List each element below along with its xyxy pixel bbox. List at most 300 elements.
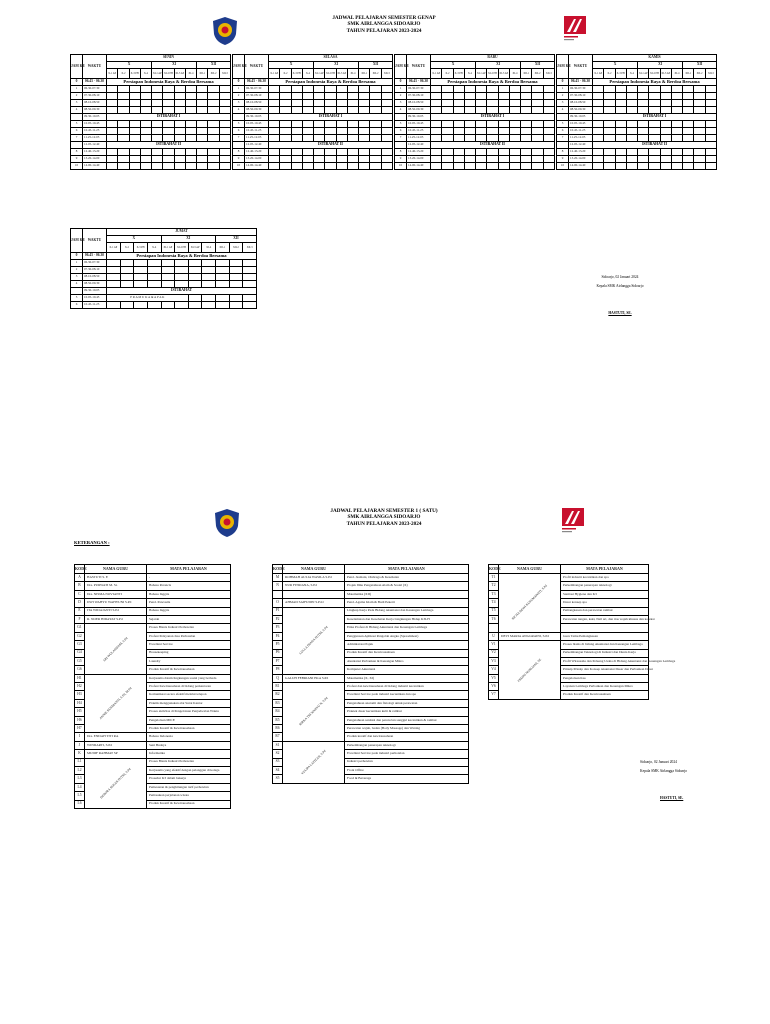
teacher-code: Q	[273, 674, 283, 682]
subject: Matematika (XII)	[345, 590, 469, 598]
teacher-code: T2	[489, 582, 499, 590]
schedule-cell	[660, 86, 671, 93]
subject: Produk Kreatif & Kewirausahaan	[147, 725, 231, 733]
schedule-cell	[453, 100, 464, 107]
schedule-cell	[543, 100, 554, 107]
schedule-cell	[532, 86, 543, 93]
schedule-cell	[521, 163, 532, 170]
schedule-cell	[208, 135, 219, 142]
class-header: XII-3	[543, 69, 554, 79]
schedule-cell	[671, 135, 682, 142]
teacher-code: V3	[489, 657, 499, 665]
schedule-cell	[208, 149, 219, 156]
teacher-code: T6	[489, 615, 499, 623]
schedule-cell	[269, 156, 280, 163]
table-row	[233, 156, 393, 163]
schedule-cell	[476, 121, 487, 128]
schedule-cell	[336, 128, 347, 135]
subject	[561, 624, 649, 632]
schedule-cell	[626, 163, 637, 170]
schedule-cell	[152, 156, 163, 163]
table-row	[395, 86, 555, 93]
break-band: ISTIRAHAT II	[593, 142, 717, 149]
teacher-name-group	[499, 574, 561, 633]
schedule-cell	[219, 163, 230, 170]
schedule-cell	[197, 100, 208, 107]
subject: Sanitasi Hygiene dan K3	[561, 590, 649, 598]
teacher-code: P2	[273, 615, 283, 623]
row-time: 14.00-14.40	[83, 163, 107, 170]
row-time: 12.05-12.40	[569, 142, 593, 149]
schedule-cell	[649, 86, 660, 93]
schedule-cell	[543, 135, 554, 142]
table-row	[71, 163, 231, 170]
schedule-cell	[347, 163, 358, 170]
schedule-cell	[431, 121, 442, 128]
schedule-cell	[381, 100, 392, 107]
subject: Proses Bisnis Industri Perhotelan	[147, 758, 231, 766]
table-row	[233, 128, 393, 135]
table-row	[71, 302, 257, 309]
teacher-name-diagonal: FRIZKI NURLIANI, SE	[516, 657, 543, 683]
teacher-code: S1	[273, 741, 283, 749]
row-number: 1	[395, 86, 407, 93]
schedule-cell	[705, 156, 716, 163]
row-time: 12.05-12.40	[245, 142, 269, 149]
schedule-cell	[152, 163, 163, 170]
schedule-cell	[359, 163, 370, 170]
schedule-cell	[197, 107, 208, 114]
row-number: 4	[395, 107, 407, 114]
col-kode: KODE	[75, 565, 85, 574]
schedule-cell	[487, 86, 498, 93]
row-number: 10	[395, 163, 407, 170]
schedule-cell	[152, 86, 163, 93]
schedule-cell	[185, 135, 196, 142]
subject: Pengetahuan sanitasi dan pencucian sanggul kecantikan & rambut	[345, 716, 469, 724]
row-time: 10.05-10.45	[407, 121, 431, 128]
subject: Proses aktivitas di Pengelolaan Penjadwalan Waktu	[147, 708, 231, 716]
schedule-cell	[302, 93, 313, 100]
teacher-name: GALUH FEBRIANI EKA S.Pd	[283, 674, 345, 682]
schedule-cell	[543, 121, 554, 128]
schedule-cell	[219, 128, 230, 135]
schedule-cell	[107, 274, 121, 281]
subject: Housekeeping	[147, 649, 231, 657]
schedule-cell	[163, 135, 174, 142]
schedule-cell	[188, 260, 202, 267]
schedule-cell	[453, 163, 464, 170]
row-number: 10	[233, 163, 245, 170]
schedule-cell	[197, 156, 208, 163]
class-header: XI-3 AP	[336, 69, 347, 79]
schedule-cell	[243, 267, 257, 274]
schedule-cell	[280, 93, 291, 100]
schedule-cell	[107, 163, 118, 170]
class-header: X-4	[147, 243, 161, 253]
row-time: 06.45 - 06.30	[407, 79, 431, 86]
schedule-cell	[174, 135, 185, 142]
row-number: 5	[71, 295, 83, 302]
schedule-cell	[302, 107, 313, 114]
grade-header: X	[107, 236, 162, 243]
schedule-cell	[129, 149, 140, 156]
teacher-code: D	[75, 599, 85, 607]
row-number: 7	[233, 135, 245, 142]
row-number: 5	[557, 121, 569, 128]
teacher-code: G1	[75, 624, 85, 632]
row-time: 13.20-14.00	[83, 156, 107, 163]
schedule-cell	[626, 100, 637, 107]
schedule-cell	[216, 274, 230, 281]
legend-row	[75, 674, 231, 682]
schedule-cell	[134, 274, 148, 281]
subject: Front Office	[345, 766, 469, 774]
teacher-code: T3	[489, 590, 499, 598]
schedule-cell	[370, 100, 381, 107]
legend-row	[489, 632, 649, 640]
schedule-cell	[140, 156, 151, 163]
schedule-cell	[660, 156, 671, 163]
legend-row	[75, 574, 231, 582]
class-header: XII-3	[243, 243, 257, 253]
schedule-cell	[134, 267, 148, 274]
teacher-code: A	[75, 574, 85, 582]
schedule-cell	[302, 135, 313, 142]
teacher-code: H2	[75, 683, 85, 691]
schedule-cell	[202, 267, 216, 274]
row-number	[71, 114, 83, 121]
schedule-cell	[359, 135, 370, 142]
table-row	[233, 142, 393, 149]
schedule-cell	[683, 163, 694, 170]
schedule-cell	[694, 93, 705, 100]
schedule-cell	[359, 107, 370, 114]
teacher-name-diagonal: DEBORA SEKAR PUTRI, S.Pd	[99, 766, 132, 800]
day-table-senin	[70, 54, 231, 170]
schedule-cell	[593, 163, 604, 170]
schedule-cell	[147, 267, 161, 274]
schedule-cell	[197, 163, 208, 170]
schedule-cell	[509, 135, 520, 142]
schedule-cell	[107, 86, 118, 93]
schedule-cell	[705, 128, 716, 135]
schedule-cell	[314, 100, 325, 107]
subject: Produk Kreatif & Kewirausahaan	[147, 666, 231, 674]
grade-header: X	[431, 62, 476, 69]
legend-row	[75, 607, 231, 615]
schedule-cell	[140, 100, 151, 107]
schedule-cell	[638, 135, 649, 142]
schedule-cell	[175, 274, 189, 281]
schedule-cell	[129, 156, 140, 163]
schedule-cell	[175, 281, 189, 288]
schedule-cell	[359, 100, 370, 107]
sign-name-2: HASTUTI, SE.	[660, 796, 684, 800]
subject: Pemangkasan dan perawatan rambut	[561, 607, 649, 615]
schedule-cell	[381, 135, 392, 142]
teacher-code: L2	[75, 766, 85, 774]
schedule-cell	[161, 260, 175, 267]
schedule-cell	[118, 100, 129, 107]
schedule-cell	[208, 121, 219, 128]
row-number: 7	[395, 135, 407, 142]
schedule-cell	[638, 128, 649, 135]
school-name: SMK AIRLANGGA SIDOARJO	[347, 21, 421, 28]
row-number: 4	[71, 281, 83, 288]
schedule-cell	[509, 156, 520, 163]
subject: Pengetahuan anatomi dan fisiologi untuk perawatan	[345, 699, 469, 707]
schedule-cell	[638, 149, 649, 156]
table-row	[395, 93, 555, 100]
table-row	[395, 100, 555, 107]
schedule-cell	[431, 163, 442, 170]
teacher-code: T1	[489, 574, 499, 582]
row-number: 2	[557, 93, 569, 100]
subject: Pemasukan perjalanan wisata	[147, 792, 231, 800]
jam-ke-header: JAM KE	[395, 55, 407, 79]
schedule-cell	[291, 163, 302, 170]
subject: Perkembangan penerapan teknologi	[345, 741, 469, 749]
row-number: 10	[557, 163, 569, 170]
table-row	[557, 142, 717, 149]
grade-header: XII	[683, 62, 717, 69]
schedule-cell	[442, 128, 453, 135]
schedule-cell	[487, 163, 498, 170]
schedule-cell	[129, 128, 140, 135]
row-number: 9	[71, 156, 83, 163]
row-number: 2	[395, 93, 407, 100]
teacher-name-group	[283, 741, 345, 783]
teacher-name: Dra. NISMA NOVIANTI	[85, 590, 147, 598]
row-time: 08.10-08.50	[569, 100, 593, 107]
schedule-cell	[532, 100, 543, 107]
schedule-cell	[671, 86, 682, 93]
schedule-cell	[269, 149, 280, 156]
teacher-code: H6	[75, 716, 85, 724]
schedule-cell	[543, 149, 554, 156]
schedule-cell	[163, 163, 174, 170]
schedule-cell	[188, 281, 202, 288]
subject: Industri perhotelan	[345, 758, 469, 766]
subject: Food & Beverage	[345, 775, 469, 783]
schedule-cell	[604, 100, 615, 107]
teacher-name-diagonal: RICHA DEWI KUSUMAWATI, S.Pd	[510, 584, 548, 622]
schedule-cell	[269, 163, 280, 170]
schedule-cell	[185, 121, 196, 128]
schedule-cell	[487, 128, 498, 135]
schedule-cell	[671, 100, 682, 107]
schedule-cell	[188, 274, 202, 281]
class-header: XII-2	[208, 69, 219, 79]
schedule-cell	[325, 86, 336, 93]
schedule-cell	[120, 260, 134, 267]
subject: Lingkup Kerja Pada Bidang Akuntansi dan Keuangan Lembaga	[345, 607, 469, 615]
row-time: 14.00-14.40	[569, 163, 593, 170]
legend-row	[273, 683, 469, 691]
schedule-cell	[604, 93, 615, 100]
schedule-cell	[498, 100, 509, 107]
schedule-cell	[442, 107, 453, 114]
schedule-cell	[593, 107, 604, 114]
row-number: 9	[395, 156, 407, 163]
schedule-cell	[336, 100, 347, 107]
schedule-cell	[243, 281, 257, 288]
row-number	[557, 114, 569, 121]
row-time: 09.30-10.05	[83, 288, 107, 295]
schedule-cell	[161, 281, 175, 288]
teacher-code: R2	[273, 691, 283, 699]
legend-row	[75, 750, 231, 758]
teacher-code: R6	[273, 725, 283, 733]
table-row	[233, 149, 393, 156]
subject: Layanan Lembaga Perbankan dan Keuangan Mikro	[561, 683, 649, 691]
schedule-cell	[107, 107, 118, 114]
schedule-cell	[140, 149, 151, 156]
teacher-code: L1	[75, 758, 85, 766]
schedule-cell	[521, 86, 532, 93]
legend-row	[273, 607, 469, 615]
row-number: 1	[71, 260, 83, 267]
row-time: 07.30-08.10	[569, 93, 593, 100]
schedule-cell	[185, 93, 196, 100]
schedule-cell	[615, 156, 626, 163]
table-row	[395, 107, 555, 114]
row-number: 0	[557, 79, 569, 86]
schedule-cell	[302, 100, 313, 107]
teacher-legend-page	[0, 508, 768, 1024]
row-time: 08.50-09.30	[245, 107, 269, 114]
row-number: 6	[233, 128, 245, 135]
row-number	[71, 142, 83, 149]
schedule-cell	[202, 274, 216, 281]
class-header: X-1 AP	[269, 69, 280, 79]
schedule-cell	[325, 149, 336, 156]
schedule-cell	[161, 274, 175, 281]
subject: Perawatan wajah, badan (Body Massage) dan Waxing	[345, 725, 469, 733]
schedule-cell	[615, 128, 626, 135]
row-number: 6	[71, 128, 83, 135]
schedule-cell	[359, 121, 370, 128]
legend-row	[75, 615, 231, 623]
schedule-cell	[118, 163, 129, 170]
prayer-band: Persiapan Indonesia Raya & Berdoa Bersama	[431, 79, 555, 86]
teacher-code: H5	[75, 708, 85, 716]
schedule-cell	[314, 128, 325, 135]
legend-table-3	[488, 564, 676, 700]
schedule-cell	[120, 267, 134, 274]
subject: Komunikasi secara efektif melalui telepon	[147, 691, 231, 699]
teacher-code: G2	[75, 632, 85, 640]
prayer-band: Persiapan Indonesia Raya & Berdoa Bersama	[107, 253, 257, 260]
row-time: 11.25-12.05	[245, 135, 269, 142]
row-time: 12.40-13.20	[245, 149, 269, 156]
legend-row	[75, 733, 231, 741]
schedule-cell	[163, 128, 174, 135]
schedule-cell	[140, 128, 151, 135]
schedule-cell	[476, 149, 487, 156]
schedule-cell	[197, 128, 208, 135]
class-header: XI-4	[202, 243, 216, 253]
schedule-cell	[107, 156, 118, 163]
schedule-cell	[442, 156, 453, 163]
subject: Proses bisnis di bidang Akuntansi dan Keuangan Lembaga	[561, 641, 649, 649]
grade-header: XI	[161, 236, 216, 243]
legend-t3	[488, 564, 676, 700]
schedule-cell	[147, 302, 161, 309]
row-time: 12.05-12.40	[83, 142, 107, 149]
schedule-cell	[208, 107, 219, 114]
schedule-cell	[163, 121, 174, 128]
table-row	[233, 100, 393, 107]
schedule-cell	[269, 93, 280, 100]
class-header: XII-1	[197, 69, 208, 79]
schedule-cell	[498, 121, 509, 128]
col-guru: NAMA GURU	[499, 565, 561, 574]
schedule-cell	[476, 128, 487, 135]
row-time: 10.05-10.45	[245, 121, 269, 128]
schedule-cell	[683, 149, 694, 156]
legend-row	[273, 599, 469, 607]
schedule-cell	[302, 149, 313, 156]
subject: Laundry	[147, 657, 231, 665]
subject: Sejarah	[147, 615, 231, 623]
schedule-cell	[487, 93, 498, 100]
schedule-cell	[325, 107, 336, 114]
schedule-cell	[219, 107, 230, 114]
schedule-cell	[229, 295, 243, 302]
table-row	[395, 149, 555, 156]
row-time: 08.50-09.30	[83, 281, 107, 288]
row-time: 06.30-07.30	[83, 86, 107, 93]
teacher-name: ROHMAH AULIA WASILA S.Pd	[283, 574, 345, 582]
teacher-code: P1	[273, 607, 283, 615]
schedule-cell	[694, 107, 705, 114]
class-header: X-1 AP	[107, 243, 121, 253]
teacher-code: M	[273, 574, 283, 582]
row-number: 3	[71, 274, 83, 281]
schedule-cell	[134, 260, 148, 267]
subject: Perkembangan penerapan teknologi	[561, 582, 649, 590]
teacher-name: DEVI MARIA ANGGRAINI, S.Pd	[499, 632, 561, 640]
row-time: 07.30-08.10	[83, 93, 107, 100]
schedule-cell	[442, 121, 453, 128]
subject: Bahasa Indonesia	[147, 733, 231, 741]
schedule-cell	[134, 281, 148, 288]
sign-place-date-2: Sidoarjo, 02 Januari 2024	[640, 760, 677, 764]
day-table-kamis	[556, 54, 717, 170]
row-number: 5	[395, 121, 407, 128]
academic-year: TAHUN PELAJARAN 2023-2024	[346, 27, 422, 34]
schedule-cell	[705, 86, 716, 93]
schedule-cell	[381, 149, 392, 156]
schedule-cell	[336, 121, 347, 128]
day-name: KAMIS	[593, 55, 717, 62]
row-number: 6	[557, 128, 569, 135]
break-band: ISTIRAHAT I	[107, 114, 231, 121]
schedule-cell	[188, 295, 202, 302]
schedule-cell	[649, 107, 660, 114]
schedule-cell	[347, 86, 358, 93]
schedule-cell	[243, 260, 257, 267]
schedule-cell	[593, 121, 604, 128]
schedule-cell	[175, 260, 189, 267]
legend-t2	[272, 564, 469, 784]
schedule-cell	[660, 100, 671, 107]
teacher-code: G5	[75, 657, 85, 665]
legend-row	[489, 574, 649, 582]
day-table-rabu	[394, 54, 555, 170]
